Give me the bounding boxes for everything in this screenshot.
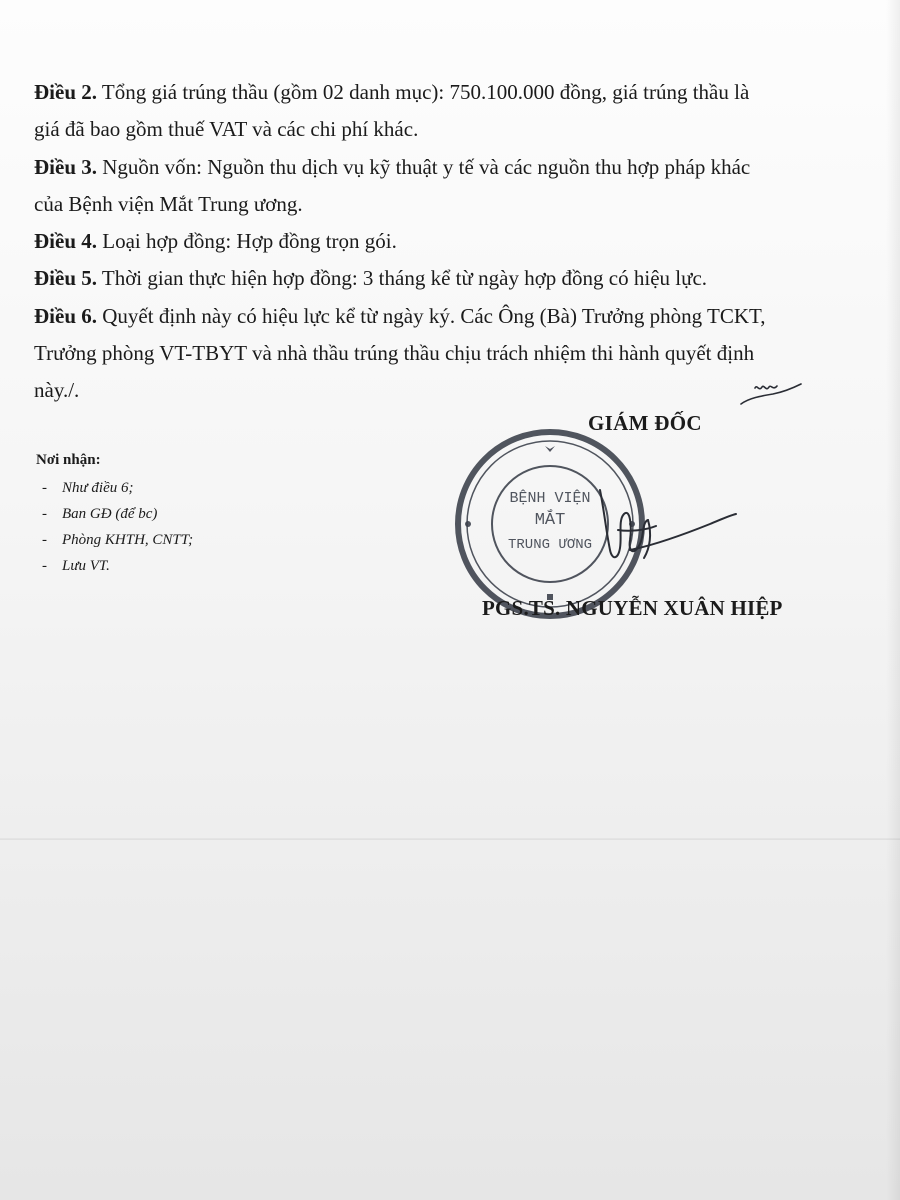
article-2-label: Điều 2. [34, 80, 97, 104]
director-signature [560, 470, 740, 590]
article-3-text-line-1: Nguồn vốn: Nguồn thu dịch vụ kỹ thuật y tế và các nguồn thu hợp pháp khác [102, 154, 751, 179]
decision-articles [34, 74, 879, 410]
recipient-item-text: Lưu VT. [62, 558, 110, 574]
article-4-label: Điều 4. [34, 229, 97, 254]
signatory-title: GIÁM ĐỐC [588, 411, 702, 435]
article-2-line-2 [34, 111, 879, 148]
article-6-line-2 [34, 335, 879, 372]
stamp-line-2: MẮT [534, 511, 566, 530]
article-5-text-line-1: Thời gian thực hiện hợp đồng: 3 tháng kể từ ngày hợp đồng có hiệu lực. [101, 266, 708, 291]
article-2-line-1 [34, 74, 879, 111]
article-6-text-line-3: này./. [34, 378, 80, 403]
recipient-item-text: Ban GĐ (để bc) [62, 506, 158, 522]
recipient-item: - Phòng KHTH, CNTT; [42, 532, 194, 548]
article-6-line-1 [34, 298, 879, 335]
article-3-line-1 [34, 149, 879, 186]
handwritten-initials [735, 378, 805, 410]
recipient-item: - Như điều 6; [42, 480, 134, 496]
recipients-heading: Nơi nhận: [36, 452, 101, 468]
recipient-item: - Ban GĐ (để bc) [42, 506, 158, 522]
paper-fold-line [0, 838, 900, 840]
article-6-text-line-2: Trưởng phòng VT-TBYT và nhà thầu trúng thầu chịu trách nhiệm thi hành quyết định [34, 341, 755, 366]
recipient-item: - Lưu VT. [42, 558, 110, 574]
recipients-list [36, 475, 193, 579]
article-5-label: Điều 5. [34, 266, 97, 291]
signatory-name: PGS.TS. NGUYỄN XUÂN HIỆP [482, 596, 783, 620]
article-3-text-line-2: của Bệnh viện Mắt Trung ương. [34, 191, 303, 216]
article-5-line-1 [34, 260, 879, 297]
recipient-item-text: Phòng KHTH, CNTT; [62, 532, 194, 548]
stamp-line-3: TRUNG ƯƠNG [507, 537, 593, 553]
article-3-line-2 [34, 186, 879, 223]
article-6-label: Điều 6. [34, 303, 97, 328]
recipient-item-text: Như điều 6; [62, 480, 134, 496]
article-2-text-line-1: Tổng giá trúng thầu (gồm 02 danh mục): 750.100.000 đồng, giá trúng thầu là [101, 80, 750, 104]
page-edge-shadow [886, 0, 900, 1200]
stamp-line-1: BỆNH VIỆN [509, 490, 591, 507]
recipients-block [36, 452, 193, 579]
article-4-line-1 [34, 223, 879, 260]
article-3-label: Điều 3. [34, 154, 97, 179]
article-4-text-line-1: Loại hợp đồng: Hợp đồng trọn gói. [102, 229, 397, 254]
article-6-text-line-1: Quyết định này có hiệu lực kể từ ngày ký. Các Ông (Bà) Trưởng phòng TCKT, [102, 303, 766, 328]
article-2-text-line-2: giá đã bao gồm thuế VAT và các chi phí khác. [34, 117, 419, 142]
